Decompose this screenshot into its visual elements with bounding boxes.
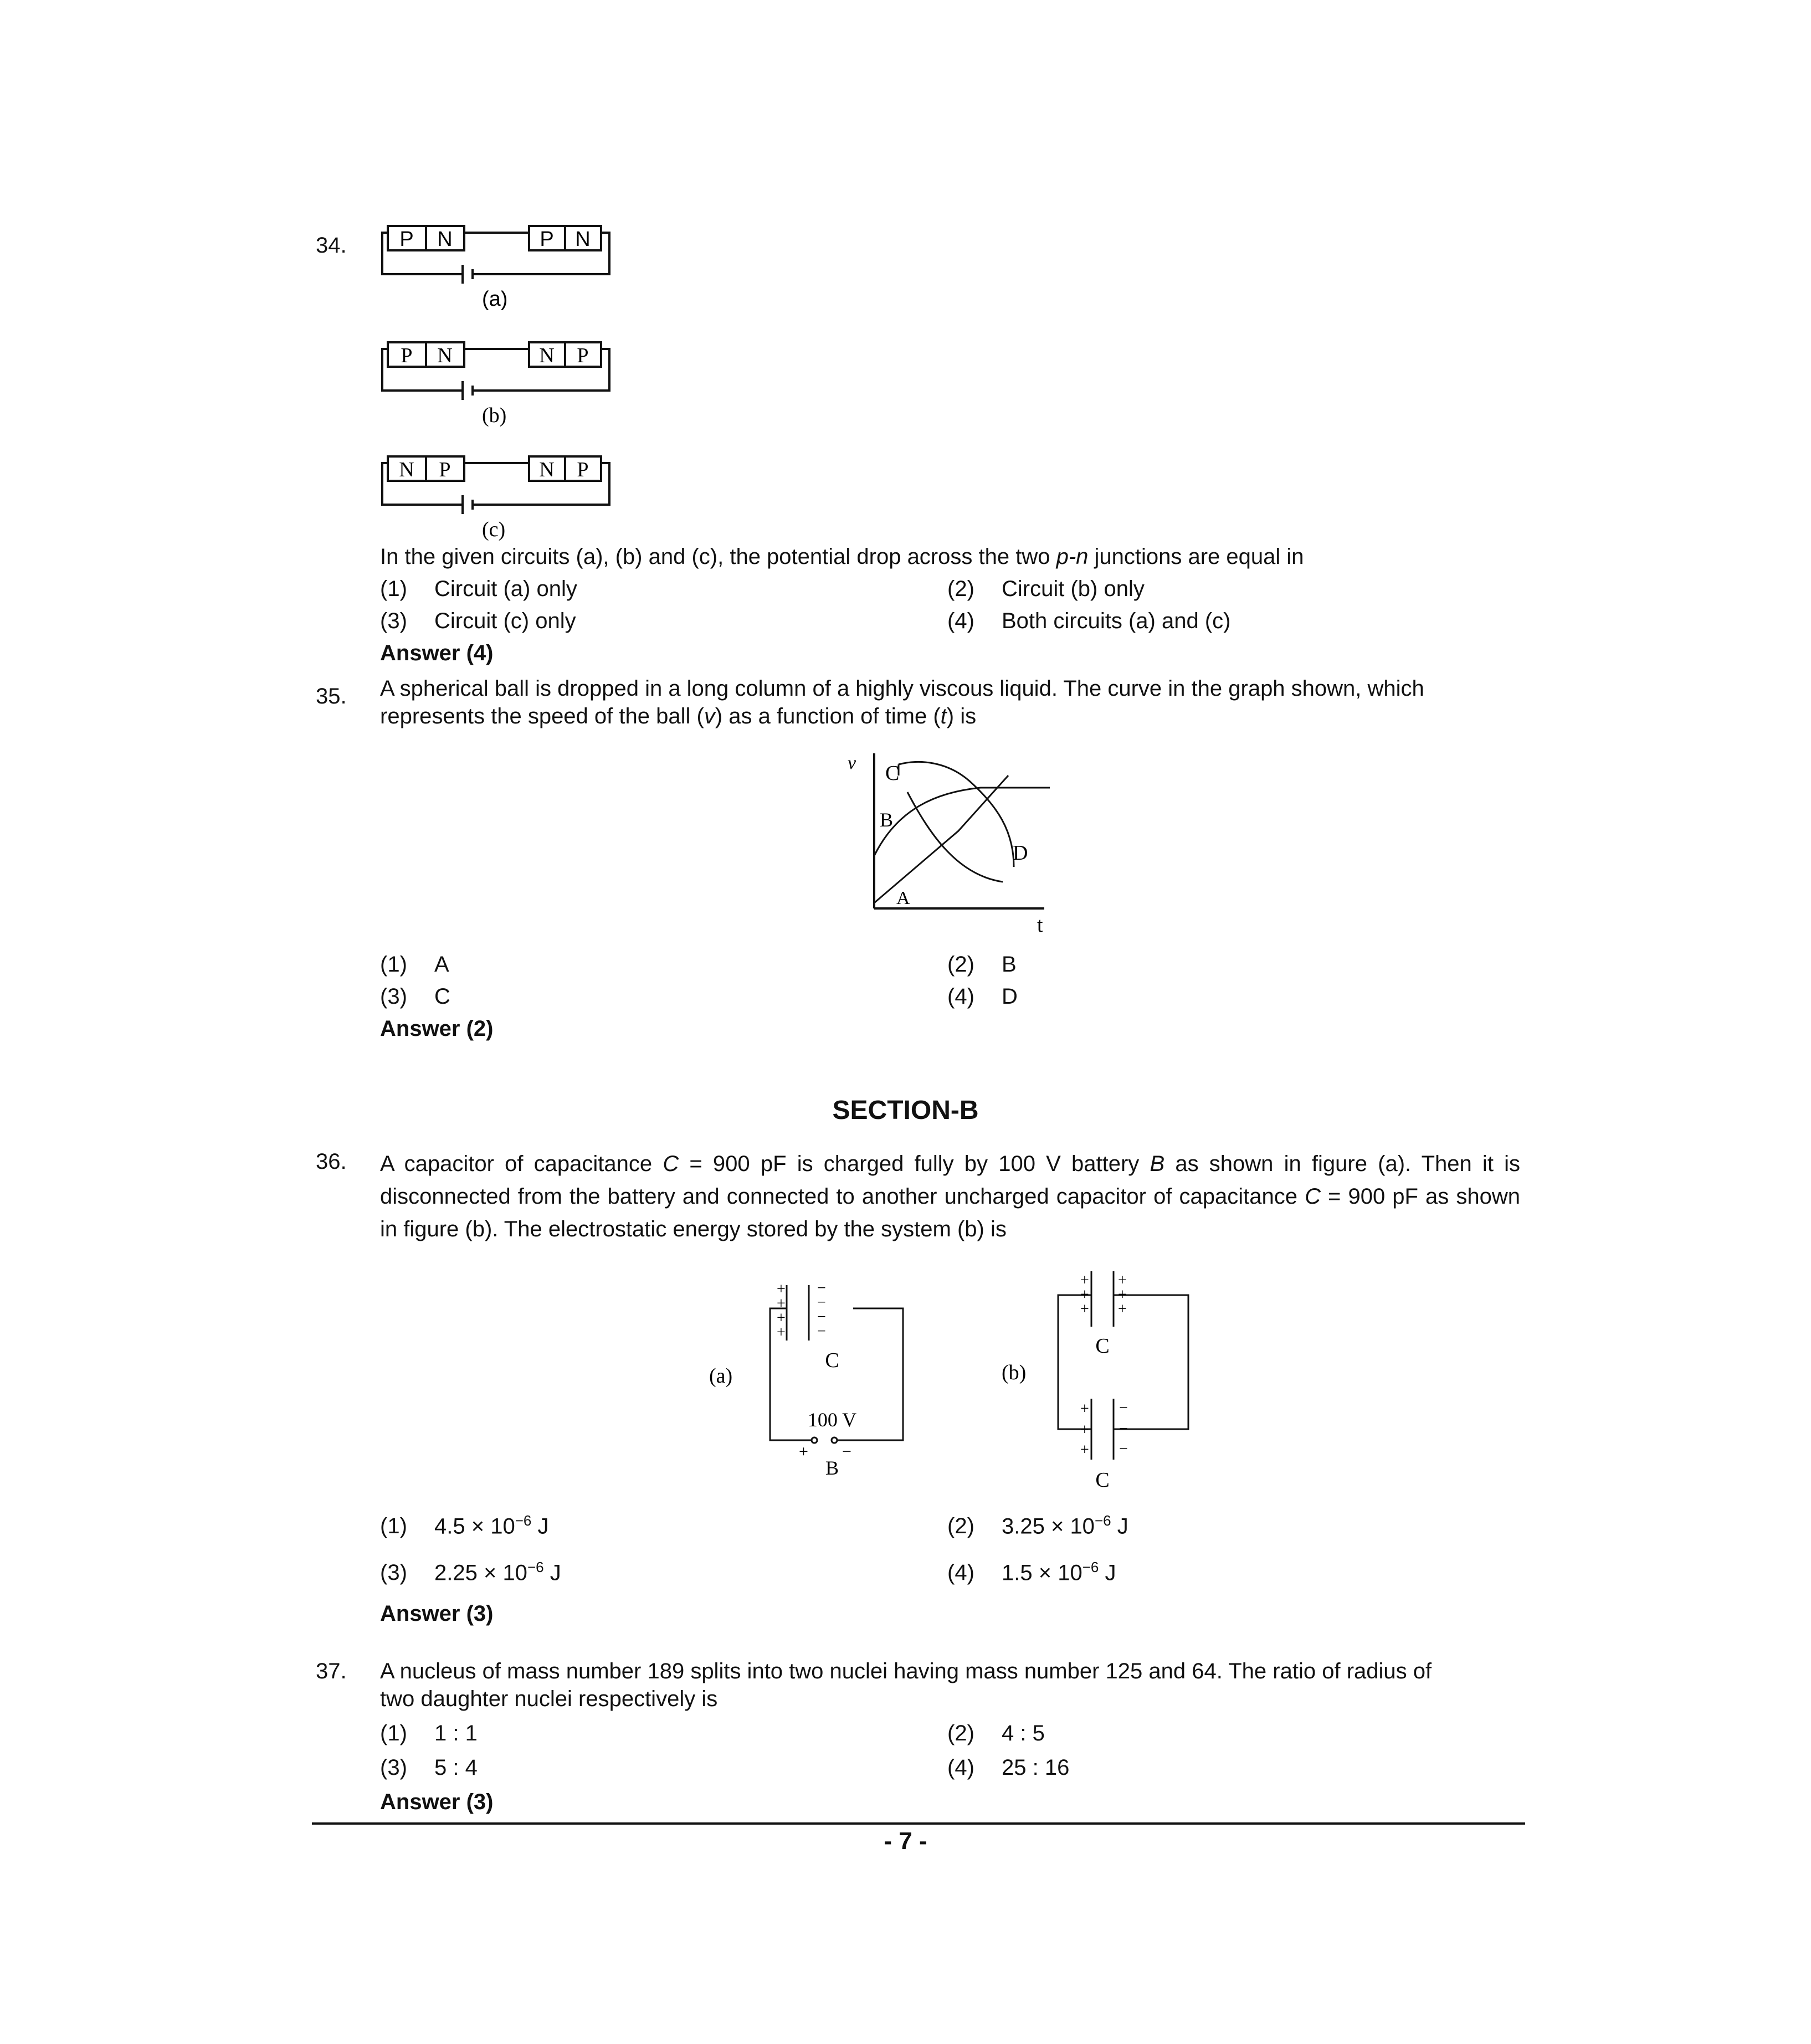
svg-text:−: − xyxy=(817,1308,826,1326)
fig-a-plus: + xyxy=(799,1442,808,1461)
q35-option-2[interactable]: (2) B xyxy=(947,952,1017,977)
circuit-a-right-n: N xyxy=(575,228,591,251)
circuit-a-right-p: P xyxy=(540,228,554,251)
fig-a-cap-label: C xyxy=(825,1349,839,1372)
svg-text:+: + xyxy=(1080,1286,1089,1303)
fig-a-battery-label: B xyxy=(825,1457,839,1479)
circuit-c-right-2: P xyxy=(577,458,589,481)
circuit-c-diagram xyxy=(377,452,626,546)
q35-option-1[interactable]: (1) A xyxy=(380,952,449,977)
capacitor-figure-a xyxy=(704,1268,914,1501)
q36-option-3[interactable]: (3) $2.25 \times 10^{-6}$ J xyxy=(380,1559,561,1585)
svg-text:+: + xyxy=(1080,1441,1089,1458)
svg-text:+: + xyxy=(1080,1421,1089,1439)
curve-c xyxy=(899,762,1014,867)
page-number: - 7 - xyxy=(884,1827,927,1855)
q34-option-3[interactable]: (3) Circuit (c) only xyxy=(380,609,576,633)
q34-answer: Answer (4) xyxy=(380,641,494,665)
circuit-a-diagram xyxy=(377,222,626,316)
question-36-stem: A capacitor of capacitance C = 900 pF is charged fully by 100 V battery B as shown in figure (a). Then it is disconnected from the battery and connected to another uncharged capacitor of capacitance C = 900 pF as shown in figure (b). The electrostatic energy stored by the system (b) is xyxy=(380,1152,1520,1241)
svg-text:+: + xyxy=(777,1309,786,1327)
q34-option-1[interactable]: (1) Circuit (a) only xyxy=(380,577,577,601)
circuit-c-label: (c) xyxy=(482,518,506,541)
speed-time-graph xyxy=(837,742,1058,942)
svg-text:+: + xyxy=(777,1281,786,1298)
question-37-stem-line-1: A nucleus of mass number 189 splits into two nuclei having mass number 125 and 64. The ratio of radius of xyxy=(380,1659,1432,1683)
q34-option-4[interactable]: (4) Both circuits (a) and (c) xyxy=(947,609,1231,633)
circuit-b-right-1: N xyxy=(539,344,555,367)
section-b-heading: SECTION-B xyxy=(832,1096,979,1125)
q34-option-2[interactable]: (2) Circuit (b) only xyxy=(947,577,1145,601)
q35-answer: Answer (2) xyxy=(380,1016,494,1041)
q36-answer: Answer (3) xyxy=(380,1601,494,1626)
question-37-number: 37. xyxy=(316,1659,347,1683)
q35-option-4[interactable]: (4) D xyxy=(947,984,1018,1009)
question-34-stem: In the given circuits (a), (b) and (c), the potential drop across the two p-n junctions are equal in xyxy=(380,545,1304,569)
fig-b-top-cap-label: C xyxy=(1095,1334,1110,1358)
svg-text:+: + xyxy=(1118,1301,1127,1318)
svg-text:+: + xyxy=(1080,1272,1089,1289)
graph-x-axis-label: t xyxy=(1037,913,1043,937)
circuit-a-left-n: N xyxy=(437,228,453,251)
question-36-number: 36. xyxy=(316,1149,347,1174)
curve-label-b: B xyxy=(880,809,894,831)
curve-label-a: A xyxy=(896,888,910,908)
q37-option-3[interactable]: (3) 5 : 4 xyxy=(380,1755,478,1780)
question-34-number: 34. xyxy=(316,233,347,258)
q35-option-3[interactable]: (3) C xyxy=(380,984,450,1009)
circuit-b-left-1: P xyxy=(401,344,413,367)
svg-text:+: + xyxy=(1080,1400,1089,1418)
q36-option-4[interactable]: (4) $1.5 \times 10^{-6}$ J xyxy=(947,1559,1116,1585)
svg-text:+: + xyxy=(777,1295,786,1312)
svg-text:−: − xyxy=(1119,1399,1128,1416)
circuit-b-diagram xyxy=(377,338,626,432)
fig-b-label: (b) xyxy=(1002,1361,1027,1384)
circuit-a-label: (a) xyxy=(482,287,508,311)
footer-rule xyxy=(312,1822,1525,1825)
fig-a-voltage: 100 V xyxy=(807,1409,857,1431)
circuit-b-right-2: P xyxy=(577,344,589,367)
curve-label-c: C xyxy=(885,762,900,785)
capacitor-figure-b xyxy=(992,1268,1202,1501)
q36-option-2[interactable]: (2) $3.25 \times 10^{-6}$ J xyxy=(947,1512,1128,1539)
curve-label-d: D xyxy=(1013,841,1028,865)
circuit-b-left-2: N xyxy=(437,344,453,367)
q37-answer: Answer (3) xyxy=(380,1790,494,1814)
q37-option-4[interactable]: (4) 25 : 16 xyxy=(947,1755,1070,1780)
svg-text:−: − xyxy=(1119,1440,1128,1457)
fig-a-minus: − xyxy=(842,1442,851,1461)
q37-option-2[interactable]: (2) 4 : 5 xyxy=(947,1721,1045,1745)
svg-text:+: + xyxy=(1118,1286,1127,1303)
question-35-stem-line-2: represents the speed of the ball (v) as a function of time (t) is xyxy=(380,704,977,728)
curve-d xyxy=(907,792,1003,882)
circuit-c-left-1: N xyxy=(399,458,414,481)
svg-text:−: − xyxy=(1119,1420,1128,1437)
circuit-b-label: (b) xyxy=(482,404,507,427)
svg-text:−: − xyxy=(817,1294,826,1311)
svg-text:+: + xyxy=(1118,1272,1127,1289)
question-37-stem-line-2: two daughter nuclei respectively is xyxy=(380,1687,718,1711)
question-35-stem-line-1: A spherical ball is dropped in a long column of a highly viscous liquid. The curve in the graph shown, which xyxy=(380,676,1424,701)
circuit-a-left-p: P xyxy=(399,228,414,251)
svg-text:−: − xyxy=(817,1323,826,1340)
graph-y-axis-label: v xyxy=(848,753,856,773)
svg-text:+: + xyxy=(777,1324,786,1341)
q36-option-1[interactable]: (1) $4.5 \times 10^{-6}$ J xyxy=(380,1512,549,1539)
svg-text:−: − xyxy=(817,1280,826,1297)
fig-b-bottom-cap-label: C xyxy=(1095,1468,1110,1492)
curve-a xyxy=(874,776,1008,903)
svg-text:+: + xyxy=(1080,1301,1089,1318)
circuit-c-right-1: N xyxy=(539,458,555,481)
circuit-c-left-2: P xyxy=(439,458,451,481)
fig-a-label: (a) xyxy=(709,1364,733,1388)
q37-option-1[interactable]: (1) 1 : 1 xyxy=(380,1721,478,1745)
question-35-number: 35. xyxy=(316,684,347,708)
